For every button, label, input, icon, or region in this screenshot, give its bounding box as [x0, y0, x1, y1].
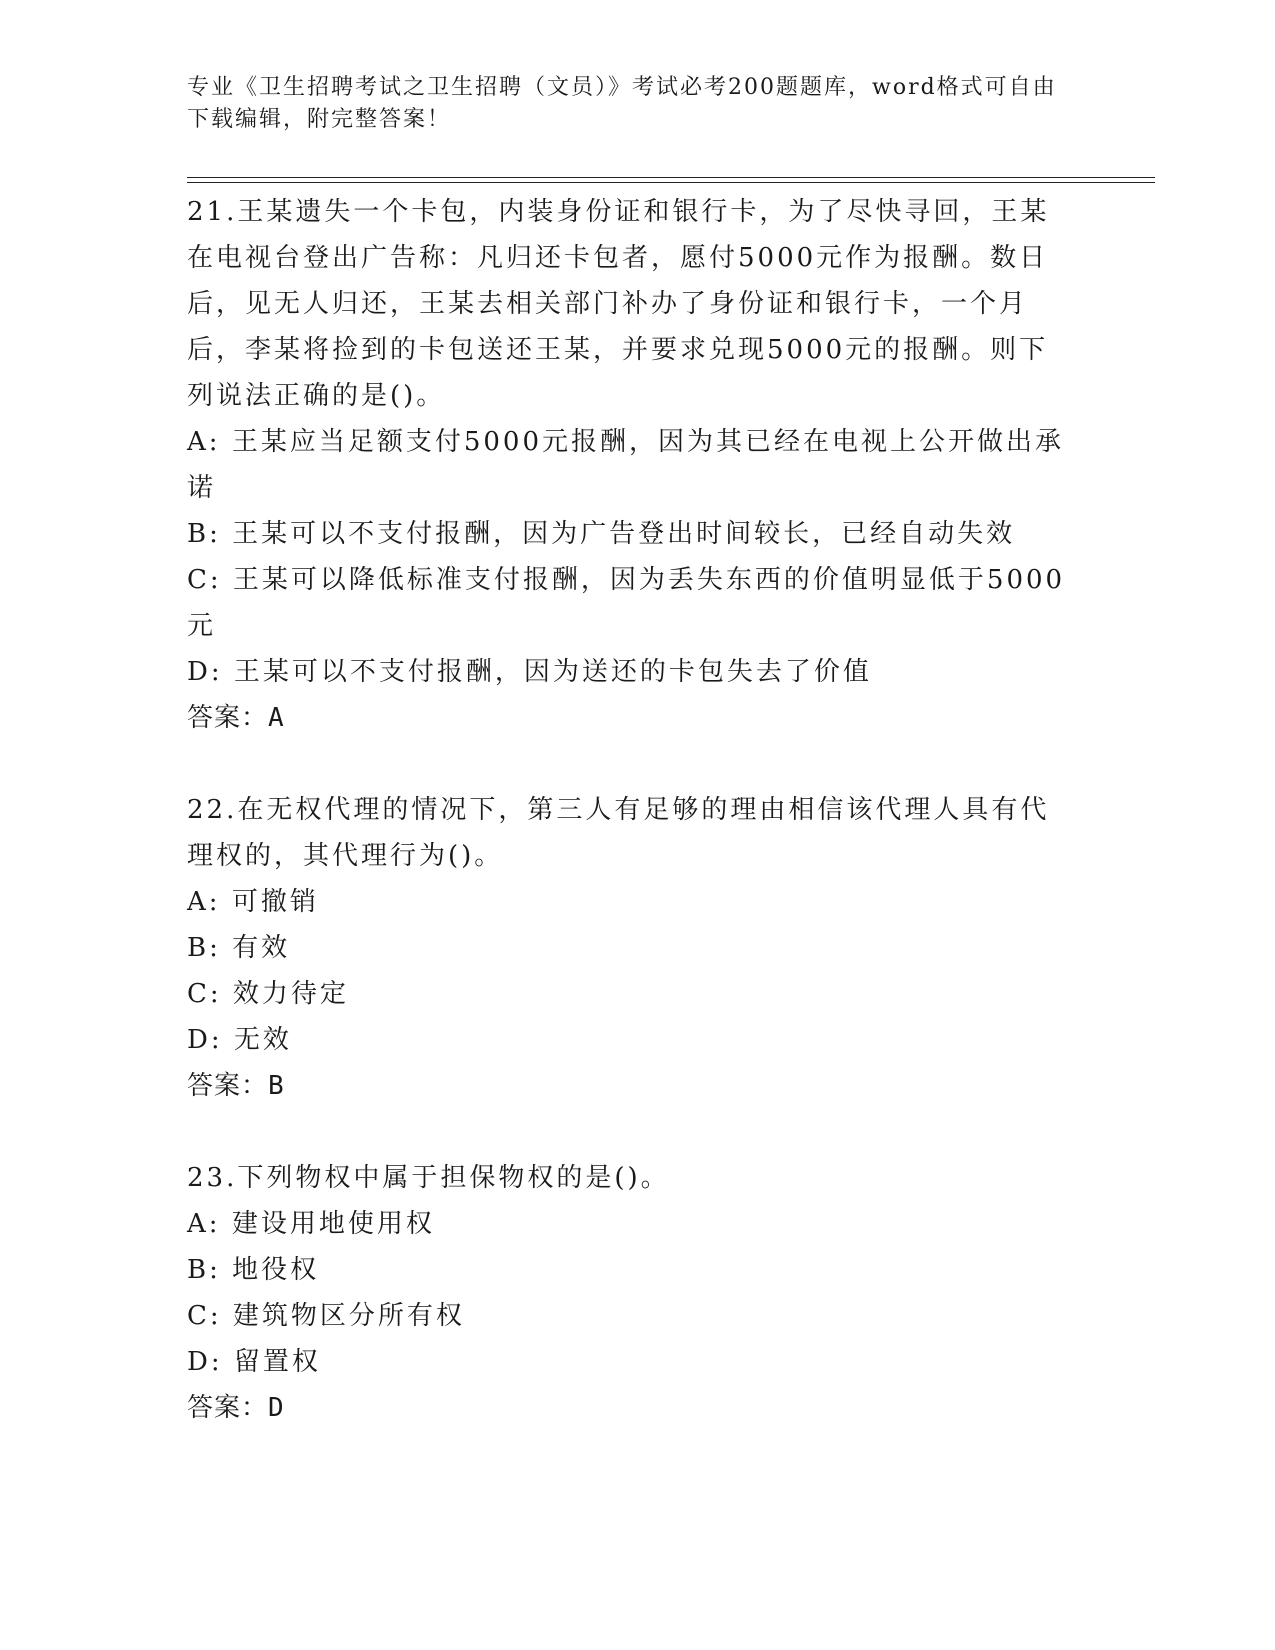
option-key: A:	[187, 1209, 221, 1239]
header-rule-bottom	[187, 182, 1155, 183]
option-c	[187, 971, 1077, 1017]
option-text: 地役权	[232, 1255, 320, 1285]
option-text: 效力待定	[232, 979, 349, 1009]
answer-value: B	[268, 1071, 285, 1101]
option-c	[187, 1293, 1077, 1339]
answer-line	[187, 1385, 1077, 1431]
option-text: 建设用地使用权	[231, 1209, 435, 1239]
option-key: C:	[187, 979, 222, 1009]
option-key: B:	[187, 519, 221, 549]
option-text: 有效	[232, 933, 291, 963]
option-text: 无效	[233, 1025, 292, 1055]
option-key: D:	[187, 1347, 223, 1377]
option-text: 建筑物区分所有权	[232, 1301, 465, 1331]
option-b	[187, 511, 1077, 557]
option-key: C:	[187, 565, 222, 595]
question-21	[187, 189, 1077, 741]
answer-label: 答案：	[187, 1071, 269, 1101]
question-list	[187, 189, 1077, 1431]
option-key: D:	[187, 1025, 223, 1055]
option-d	[187, 1339, 1077, 1385]
option-d	[187, 649, 1077, 695]
question-23	[187, 1155, 1077, 1431]
header-rule-top	[187, 177, 1155, 178]
option-key: D:	[187, 657, 223, 687]
option-text: 王某可以不支付报酬，因为送还的卡包失去了价值	[233, 657, 872, 687]
option-key: A:	[187, 887, 221, 917]
question-stem: 23.下列物权中属于担保物权的是()。	[187, 1163, 670, 1193]
question-stem: 22.在无权代理的情况下，第三人有足够的理由相信该代理人具有代理权的，其代理行为()。	[187, 795, 1050, 871]
question-22	[187, 787, 1077, 1109]
option-text: 可撤销	[231, 887, 319, 917]
option-text: 王某应当足额支付5000元报酬，因为其已经在电视上公开做出承诺	[187, 427, 1064, 503]
option-text: 留置权	[233, 1347, 321, 1377]
answer-line	[187, 1063, 1077, 1109]
option-c	[187, 557, 1077, 649]
question-stem: 21.王某遗失一个卡包，内装身份证和银行卡，为了尽快寻回，王某在电视台登出广告称：凡归还卡包者，愿付5000元作为报酬。数日后，见无人归还，王某去相关部门补办了身份证和银行卡，一个月后，李某将捡到的卡包送还王某，并要求兑现5000元的报酬。则下列说法正确的是()。	[187, 197, 1050, 411]
answer-label: 答案：	[187, 1393, 269, 1423]
option-key: A:	[187, 427, 221, 457]
option-a	[187, 419, 1077, 511]
option-text: 王某可以降低标准支付报酬，因为丢失东西的价值明显低于5000元	[187, 565, 1066, 641]
option-b	[187, 1247, 1077, 1293]
answer-line	[187, 695, 1077, 741]
option-text: 王某可以不支付报酬，因为广告登出时间较长，已经自动失效	[232, 519, 1016, 549]
option-d	[187, 1017, 1077, 1063]
option-a	[187, 879, 1077, 925]
option-key: B:	[187, 1255, 221, 1285]
option-key: B:	[187, 933, 221, 963]
option-b	[187, 925, 1077, 971]
option-a	[187, 1201, 1077, 1247]
answer-value: A	[268, 703, 285, 733]
option-key: C:	[187, 1301, 222, 1331]
answer-value: D	[268, 1393, 285, 1423]
answer-label: 答案：	[187, 703, 269, 733]
document-header: 专业《卫生招聘考试之卫生招聘（文员）》考试必考200题题库，word格式可自由下载编辑，附完整答案！	[187, 75, 1057, 132]
